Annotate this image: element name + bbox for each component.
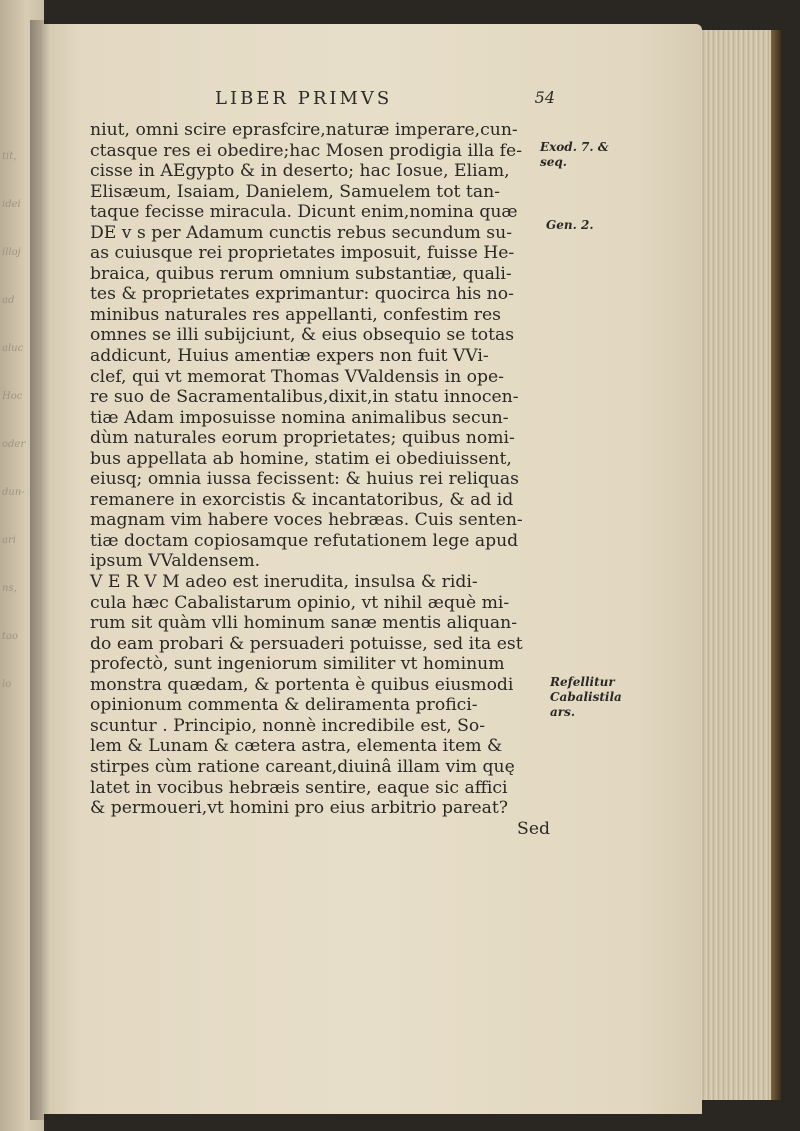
- text-line: DE v s per Adamum cunctis rebus secundum su-: [90, 222, 513, 243]
- bleed-fragment: idei: [2, 199, 21, 210]
- bleed-fragment: tit,: [2, 151, 17, 162]
- marginal-line: Gen. 2.: [546, 218, 594, 232]
- text-line: cula hæc Cabalistarum opinio, vt nihil æquè mi-: [90, 592, 510, 613]
- bleed-fragment: tao: [2, 631, 19, 642]
- text-line: monstra quædam, & portenta è quibus eiusmodi: [90, 674, 514, 695]
- text-line: re suo de Sacramentalibus,dixit,in statu innocen-: [90, 387, 519, 408]
- marginal-line: Cabalistila: [550, 690, 622, 704]
- text-line: Elisæum, Isaiam, Danielem, Samuelem tot tan-: [90, 181, 500, 202]
- text-line: Sed: [517, 818, 550, 839]
- text-line: tiæ doctam copiosamque refutationem lege apud: [90, 530, 519, 551]
- text-line: addicunt, Huius amentiæ expers non fuit VVi-: [90, 346, 489, 367]
- text-line: rum sit quàm vlli hominum sanæ mentis aliquan-: [90, 613, 518, 634]
- text-line: minibus naturales res appellanti, confestim res: [90, 304, 501, 325]
- text-line: stirpes cùm ratione careant,diuinâ illam vim quę: [90, 756, 515, 777]
- text-line: lem & Lunam & cætera astra, elementa item &: [90, 736, 503, 757]
- bleed-fragment: oder: [2, 439, 26, 450]
- bleed-fragment: aluc: [2, 343, 24, 354]
- bleed-fragment: ns,: [2, 583, 17, 594]
- text-line: as cuiusque rei proprietates imposuit, fuisse He-: [90, 243, 515, 264]
- text-line: tiæ Adam imposuisse nomina animalibus secun-: [90, 407, 509, 428]
- page-edges: [700, 30, 778, 1100]
- bleed-fragment: illoj: [2, 247, 21, 258]
- text-line: cisse in AEgypto & in deserto; hac Iosue, Eliam,: [90, 161, 510, 182]
- gutter-shadow: [30, 20, 50, 1120]
- text-line: eiusq; omnia iussa fecissent: & huius rei reliquas: [90, 469, 519, 490]
- text-line: remanere in exorcistis & incantatoribus, & ad id: [90, 489, 514, 510]
- bleed-fragment: dun-: [2, 487, 25, 498]
- text-line: clef, qui vt memorat Thomas VValdensis in ope-: [90, 366, 504, 387]
- running-header: [215, 88, 555, 118]
- bleed-fragment: lo: [2, 679, 12, 690]
- text-line: tes & proprietates exprimantur: quocirca his no-: [90, 284, 514, 305]
- text-line: scuntur . Principio, nonnè incredibile est, So-: [90, 715, 486, 736]
- text-line: taque fecisse miracula. Dicunt enim,nomina quæ: [90, 202, 518, 223]
- folio-number: 54: [534, 88, 555, 107]
- bleed-fragment: Hoc: [2, 391, 23, 402]
- marginal-note-refellitur: [550, 675, 670, 720]
- text-line: omnes se illi subijciunt, & eius obsequio se totas: [90, 325, 515, 346]
- text-line: ctasque res ei obedire;hac Mosen prodigia illa fe-: [90, 140, 523, 161]
- marginal-note-exod: [540, 140, 630, 170]
- text-line: niut, omni scire eprasfcire,naturæ imperare,cun-: [90, 120, 518, 140]
- body-text: [90, 120, 550, 839]
- text-line: magnam vim habere voces hebræas. Cuis senten-: [90, 510, 523, 531]
- marginal-note-gen: [546, 218, 606, 233]
- text-line: do eam probari & persuaderi potuisse, sed ita est: [90, 633, 523, 654]
- marginal-line: seq.: [540, 155, 567, 169]
- text-line: braica, quibus rerum omnium substantiæ, quali-: [90, 263, 512, 284]
- text-line: V E R V M adeo est inerudita, insulsa & ridi-: [90, 572, 478, 593]
- text-line: dùm naturales eorum proprietates; quibus nomi-: [90, 428, 515, 449]
- marginal-line: Refellitur: [550, 675, 615, 689]
- text-line: & permoueri,vt homini pro eius arbitrio pareat?: [90, 798, 508, 819]
- running-head: LIBER PRIMVS: [215, 88, 393, 109]
- text-line: profectò, sunt ingeniorum similiter vt hominum: [90, 654, 505, 675]
- marginal-line: ars.: [550, 705, 576, 719]
- text-line: latet in vocibus hebræis sentire, eaque sic affici: [90, 777, 508, 798]
- bleed-fragment: ad: [2, 295, 15, 306]
- text-line: opinionum commenta & deliramenta profici-: [90, 695, 478, 716]
- text-line: bus appellata ab homine, statim ei obediuissent,: [90, 448, 512, 469]
- marginal-line: Exod. 7. &: [540, 140, 609, 154]
- bleed-fragment: ari: [2, 535, 16, 546]
- text-line: ipsum VValdensem.: [90, 551, 261, 572]
